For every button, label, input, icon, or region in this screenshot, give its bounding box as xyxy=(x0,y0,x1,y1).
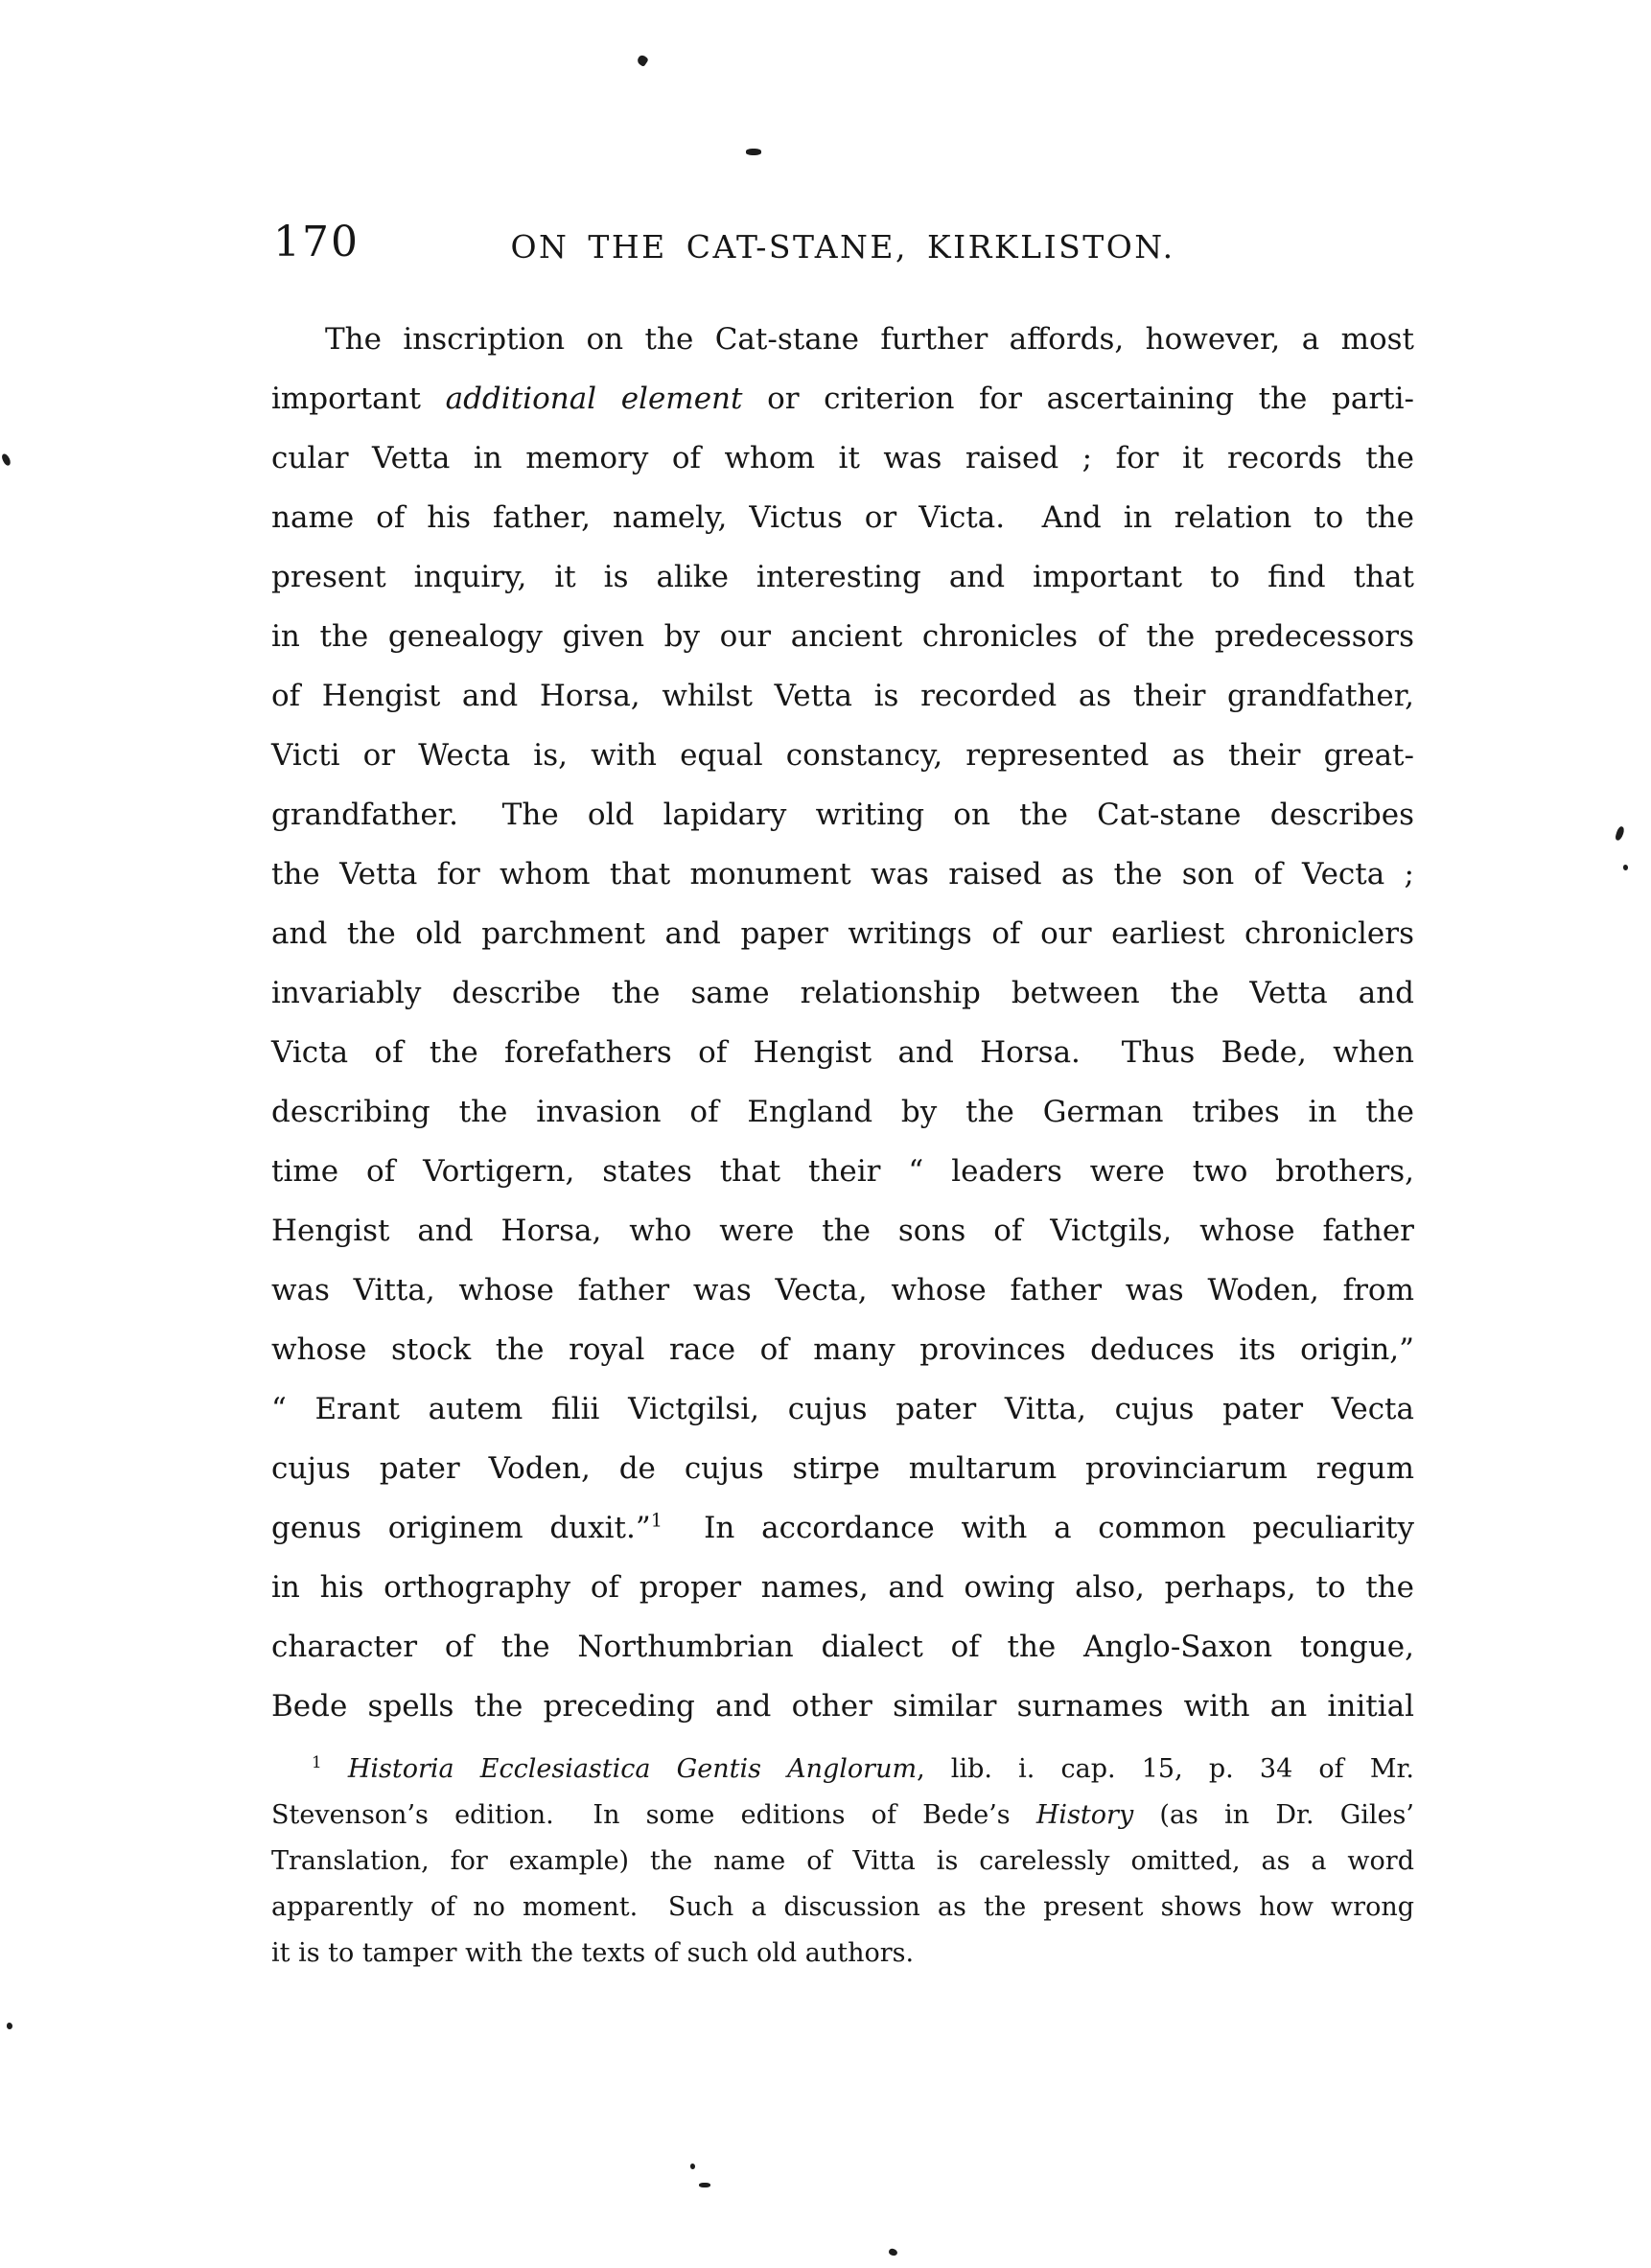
text-line: invariably describe the same relationship between the Vetta and xyxy=(271,976,1414,1010)
text-line: important additional element or criterion for ascertaining the parti- xyxy=(271,382,1415,416)
text-line: Translation, for example) the name of Vitta is carelessly omitted, as a word xyxy=(271,1846,1414,1876)
ink-speck xyxy=(888,2248,898,2256)
text-line: describing the invasion of England by the German tribes in the xyxy=(271,1095,1414,1129)
text-line: grandfather. The old lapidary writing on the Cat-stane describes xyxy=(271,798,1414,832)
text-line: in his orthography of proper names, and owing also, perhaps, to the xyxy=(271,1570,1414,1605)
text-line: apparently of no moment. Such a discussion as the present shows how wrong xyxy=(271,1892,1414,1922)
text-line: name of his father, namely, Victus or Victa. And in relation to the xyxy=(271,500,1414,535)
ink-speck xyxy=(1,452,12,467)
footnote xyxy=(271,1747,1414,1977)
text-line: Hengist and Horsa, who were the sons of Victgils, whose father xyxy=(271,1214,1414,1248)
ink-speck xyxy=(1615,825,1625,841)
text-line: the Vetta for whom that monument was raised as the son of Vecta ; xyxy=(271,857,1414,891)
ink-speck xyxy=(699,2183,710,2187)
page-number: 170 xyxy=(273,218,360,266)
ink-speck xyxy=(636,54,649,67)
ink-speck xyxy=(690,2164,695,2169)
text-line: genus originem duxit.”$^1$ In accordance with a common peculiarity xyxy=(271,1509,1415,1545)
text-line: “ Erant autem filii Victgilsi, cujus pater Vitta, cujus pater Vecta xyxy=(271,1392,1414,1426)
text-line: time of Vortigern, states that their “ leaders were two brothers, xyxy=(271,1154,1414,1189)
text-line: Stevenson’s edition. In some editions of Bede’s History (as in Dr. Giles’ xyxy=(271,1800,1414,1830)
text-line: it is to tamper with the texts of such old authors. xyxy=(271,1938,915,1968)
body-paragraph xyxy=(271,310,1414,1736)
page-header xyxy=(271,218,1414,266)
text-line: The inscription on the Cat-stane further affords, however, a most xyxy=(325,322,1414,357)
text-line: $^1$ Historia Ecclesiastica Gentis Anglorum, lib. i. cap. 15, p. 34 of Mr. xyxy=(312,1752,1414,1784)
text-line: Bede spells the preceding and other similar surnames with an initial xyxy=(271,1689,1414,1724)
text-line: of Hengist and Horsa, whilst Vetta is recorded as their grandfather, xyxy=(271,679,1414,713)
text-line: present inquiry, it is alike interesting and important to find that xyxy=(271,560,1414,594)
text-line: cujus pater Voden, de cujus stirpe multarum provinciarum regum xyxy=(271,1451,1414,1486)
text-line: whose stock the royal race of many provinces deduces its origin,” xyxy=(271,1332,1414,1367)
text-line: cular Vetta in memory of whom it was raised ; for it records the xyxy=(271,441,1414,475)
text-line: character of the Northumbrian dialect of the Anglo-Saxon tongue, xyxy=(271,1630,1414,1664)
text-line: Victi or Wecta is, with equal constancy, represented as their great- xyxy=(271,738,1414,773)
ink-speck xyxy=(1623,865,1628,870)
text-line: was Vitta, whose father was Vecta, whose father was Woden, from xyxy=(271,1273,1414,1308)
text-line: Victa of the forefathers of Hengist and Horsa. Thus Bede, when xyxy=(271,1035,1414,1070)
text-line: in the genealogy given by our ancient chronicles of the predecessors xyxy=(271,619,1414,654)
text-line: and the old parchment and paper writings of our earliest chroniclers xyxy=(271,916,1414,951)
running-title: ON THE CAT-STANE, KIRKLISTON. xyxy=(510,228,1175,266)
ink-speck xyxy=(746,149,761,155)
ink-speck xyxy=(7,2023,12,2029)
